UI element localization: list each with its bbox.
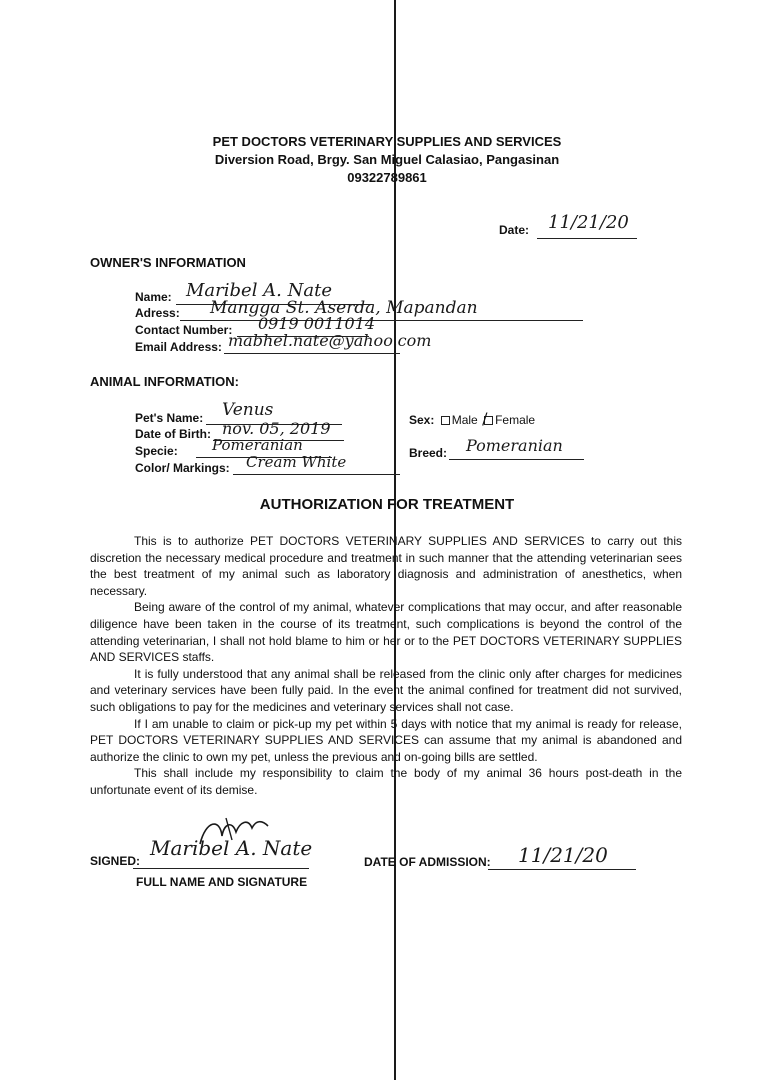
date-underline bbox=[537, 238, 637, 239]
owner-address-label: Adress: bbox=[135, 306, 180, 320]
owner-email-value: mabhel.nate@yahoo.com bbox=[228, 331, 432, 350]
signed-underline bbox=[133, 868, 309, 869]
signature-caption: FULL NAME AND SIGNATURE bbox=[136, 875, 308, 889]
color-value: Cream White bbox=[246, 453, 347, 471]
color-label: Color/ Markings: bbox=[135, 461, 230, 475]
admission-label: DATE OF ADMISSION: bbox=[364, 855, 491, 869]
clinic-address: Diversion Road, Brgy. San Miguel Calasiao, Pangasinan bbox=[214, 152, 560, 167]
specie-label: Specie: bbox=[135, 444, 178, 458]
authorization-paragraph: This shall include my responsibility to claim the body of my animal 36 hours post-death in the unfortunate event of its demise. bbox=[90, 766, 682, 797]
breed-label: Breed: bbox=[409, 446, 448, 460]
sex-label: Sex: bbox=[409, 413, 435, 427]
sex-female-checkbox[interactable]: / bbox=[484, 416, 493, 425]
date-value: 11/21/20 bbox=[548, 212, 629, 233]
clinic-phone: 09322789861 bbox=[347, 170, 427, 185]
date-label: Date: bbox=[499, 223, 530, 237]
pet-name-value: Venus bbox=[222, 400, 274, 420]
sex-male-checkbox[interactable] bbox=[441, 416, 450, 425]
owner-contact-label: Contact Number: bbox=[135, 323, 233, 337]
owner-address-underline bbox=[180, 320, 583, 321]
breed-underline bbox=[449, 459, 584, 460]
breed-value: Pomeranian bbox=[466, 436, 563, 455]
dob-label: Date of Birth: bbox=[135, 427, 211, 441]
sex-female-label: Female bbox=[495, 413, 536, 427]
signed-label: SIGNED: bbox=[90, 854, 141, 868]
clinic-name: PET DOCTORS VETERINARY SUPPLIES AND SERVICES bbox=[212, 134, 562, 149]
admission-underline bbox=[488, 869, 636, 870]
animal-section-title: ANIMAL INFORMATION: bbox=[90, 374, 239, 389]
authorization-paragraph: If I am unable to claim or pick-up my pet within 5 days with notice that my animal is ready for release, PET DOCTORS VETERINARY SUPPLIES AND SERVICES can assume that my animal is abandoned and authorize the clinic to own my pet, unless the previous and on-going bills are settled. bbox=[90, 716, 682, 764]
pet-name-label: Pet's Name: bbox=[135, 411, 204, 425]
authorization-title: AUTHORIZATION FOR TREATMENT bbox=[259, 496, 515, 513]
owner-name-value: Maribel A. Nate bbox=[186, 280, 332, 301]
authorization-paragraph: This is to authorize PET DOCTORS VETERINARY SUPPLIES AND SERVICES to carry out this discretion the necessary medical procedure and treatment in such manner that the attending veterinarian sees the best treatment of my animal such as laboratory diagnosis and administration of anesthetics, when necessary. bbox=[90, 534, 682, 598]
owner-address-value: Mangga St. Aserda, Mapandan bbox=[210, 298, 478, 318]
owner-section-title: OWNER'S INFORMATION bbox=[90, 255, 246, 270]
owner-name-label: Name: bbox=[135, 290, 172, 304]
signed-value: Maribel A. Nate bbox=[150, 836, 313, 860]
authorization-body bbox=[90, 533, 682, 799]
dob-value: nov. 05, 2019 bbox=[222, 419, 331, 438]
color-underline bbox=[233, 474, 400, 475]
authorization-paragraph: It is fully understood that any animal shall be released from the clinic only after charges for medicines and veterinary services have been fully paid. In the event the animal confined for treatment did not survived, such obligations to pay for the medicines and veterinary services shall not case. bbox=[90, 666, 682, 714]
owner-email-underline bbox=[224, 353, 400, 354]
authorization-paragraph: Being aware of the control of my animal, whatever complications that may occur, and after reasonable diligence have been taken in the course of its treatment, such complications is beyond the control of the attending veterinarian, I shall not hold blame to him or her or to the PET DOCTORS VETERINARY SUPPLIES AND SERVICES staffs. bbox=[90, 600, 682, 665]
sex-male-label: Male bbox=[451, 413, 478, 427]
admission-value: 11/21/20 bbox=[518, 843, 608, 867]
owner-email-label: Email Address: bbox=[135, 340, 222, 354]
handwritten-signature bbox=[196, 814, 274, 850]
owner-contact-value: 0919 0011014 bbox=[258, 314, 376, 333]
specie-value: Pomeranian bbox=[212, 436, 303, 454]
sex-field bbox=[409, 409, 536, 429]
